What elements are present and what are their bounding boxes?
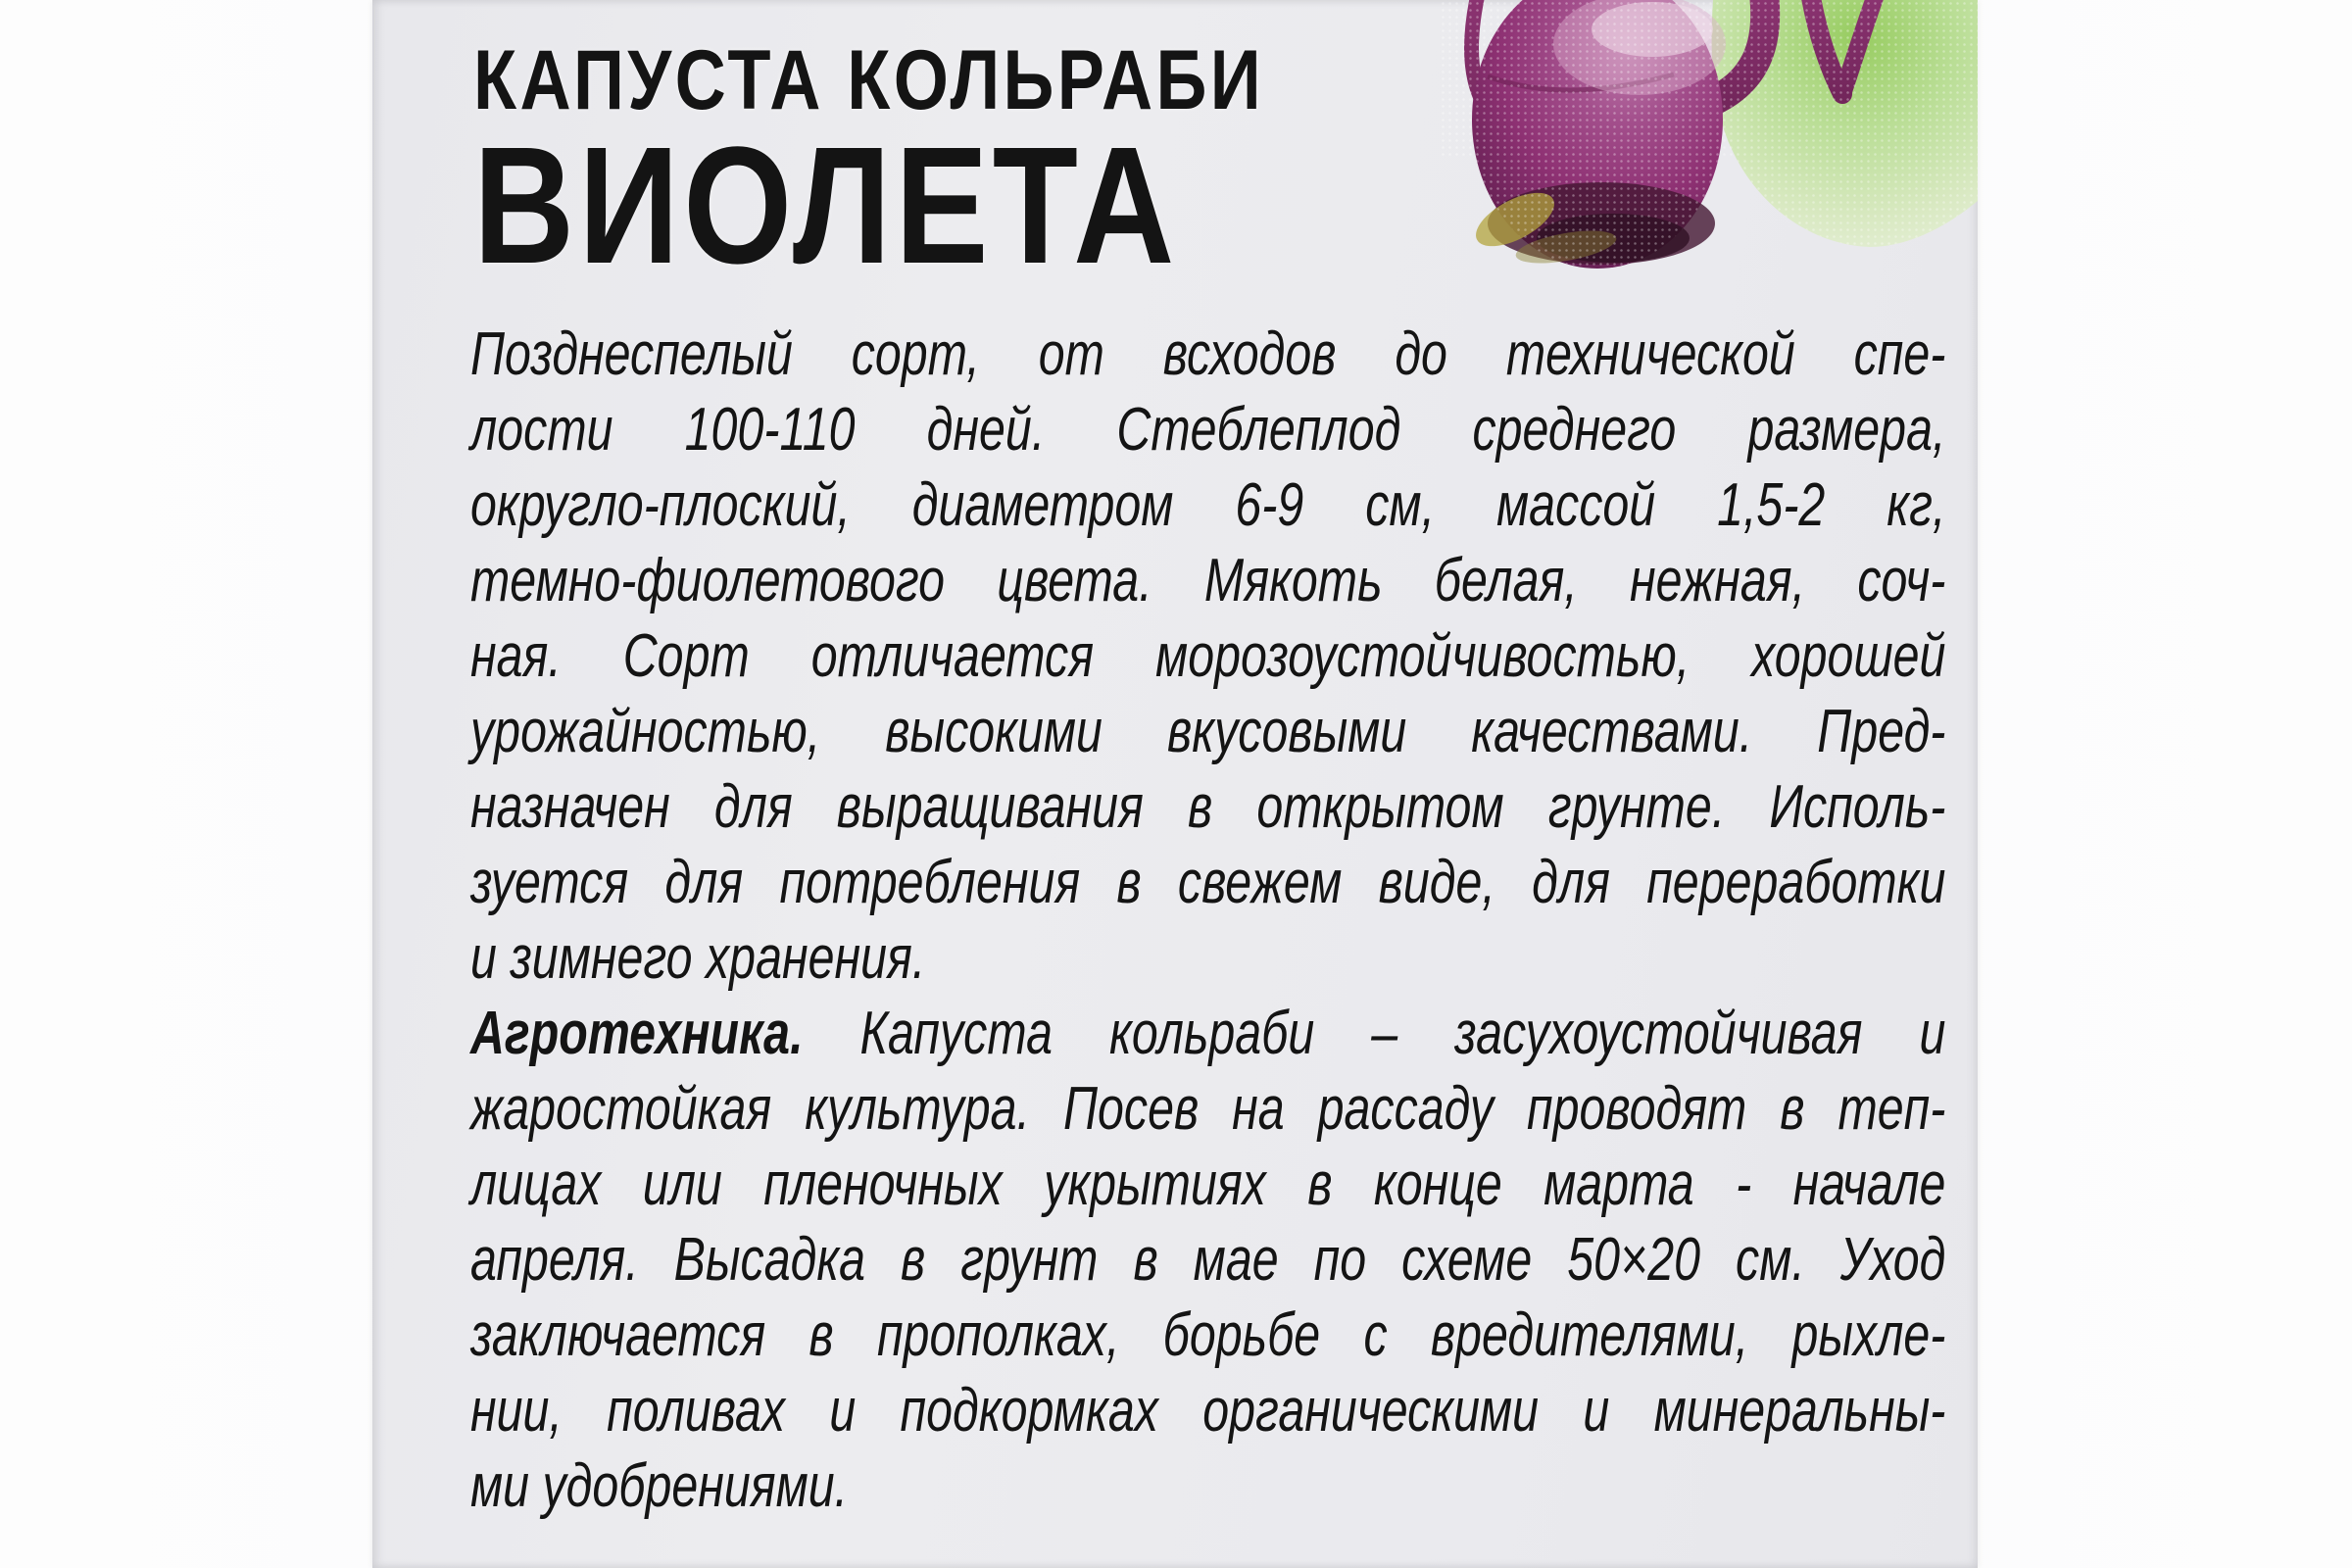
variety-name-title: ВИОЛЕТА (473, 113, 1179, 299)
description-line: ми удобрениями. (470, 1452, 849, 1520)
description-line: Позднеспелый сорт, от всходов до технической спе- (470, 320, 1946, 388)
agrotechnics-lead: Агротехника. (470, 1000, 804, 1067)
description-text (470, 317, 1945, 1524)
description-line: лости 100-110 дней. Стеблеплод среднего размера, (470, 396, 1946, 464)
description-line: жаростойкая культура. Посев на рассаду проводят в теп- (470, 1075, 1946, 1143)
description-line: заключается в прополках, борьбе с вредителями, рыхле- (470, 1301, 1946, 1369)
description-line: ная. Сорт отличается морозоустойчивостью, хорошей (470, 622, 1946, 690)
seed-packet (372, 0, 1978, 1568)
description-line: апреля. Высадка в грунт в мае по схеме 50×20 см. Уход (470, 1226, 1946, 1294)
description-line: и зимнего хранения. (470, 924, 926, 992)
description-line: темно-фиолетового цвета. Мякоть белая, нежная, соч- (470, 547, 1946, 614)
agrotechnics-line-text: Капуста кольраби – засухоустойчивая и (803, 1000, 1946, 1067)
description-line: округло-плоский, диаметром 6-9 см, массой 1,5-2 кг, (470, 471, 1946, 539)
product-type-title: КАПУСТА КОЛЬРАБИ (473, 33, 1265, 127)
description-line: зуется для потребления в свежем виде, для переработки (470, 849, 1946, 916)
description-line: нии, поливах и подкормках органическими и минеральны- (470, 1377, 1946, 1445)
kohlrabi-photo (1419, 0, 1978, 284)
description-line: лицах или пленочных укрытиях в конце марта - начале (470, 1151, 1946, 1218)
description-line: назначен для выращивания в открытом грунте. Исполь- (470, 773, 1946, 841)
description-line: урожайностью, высокими вкусовыми качествами. Пред- (470, 698, 1946, 765)
description-line-agrotechnics (470, 996, 1945, 1071)
